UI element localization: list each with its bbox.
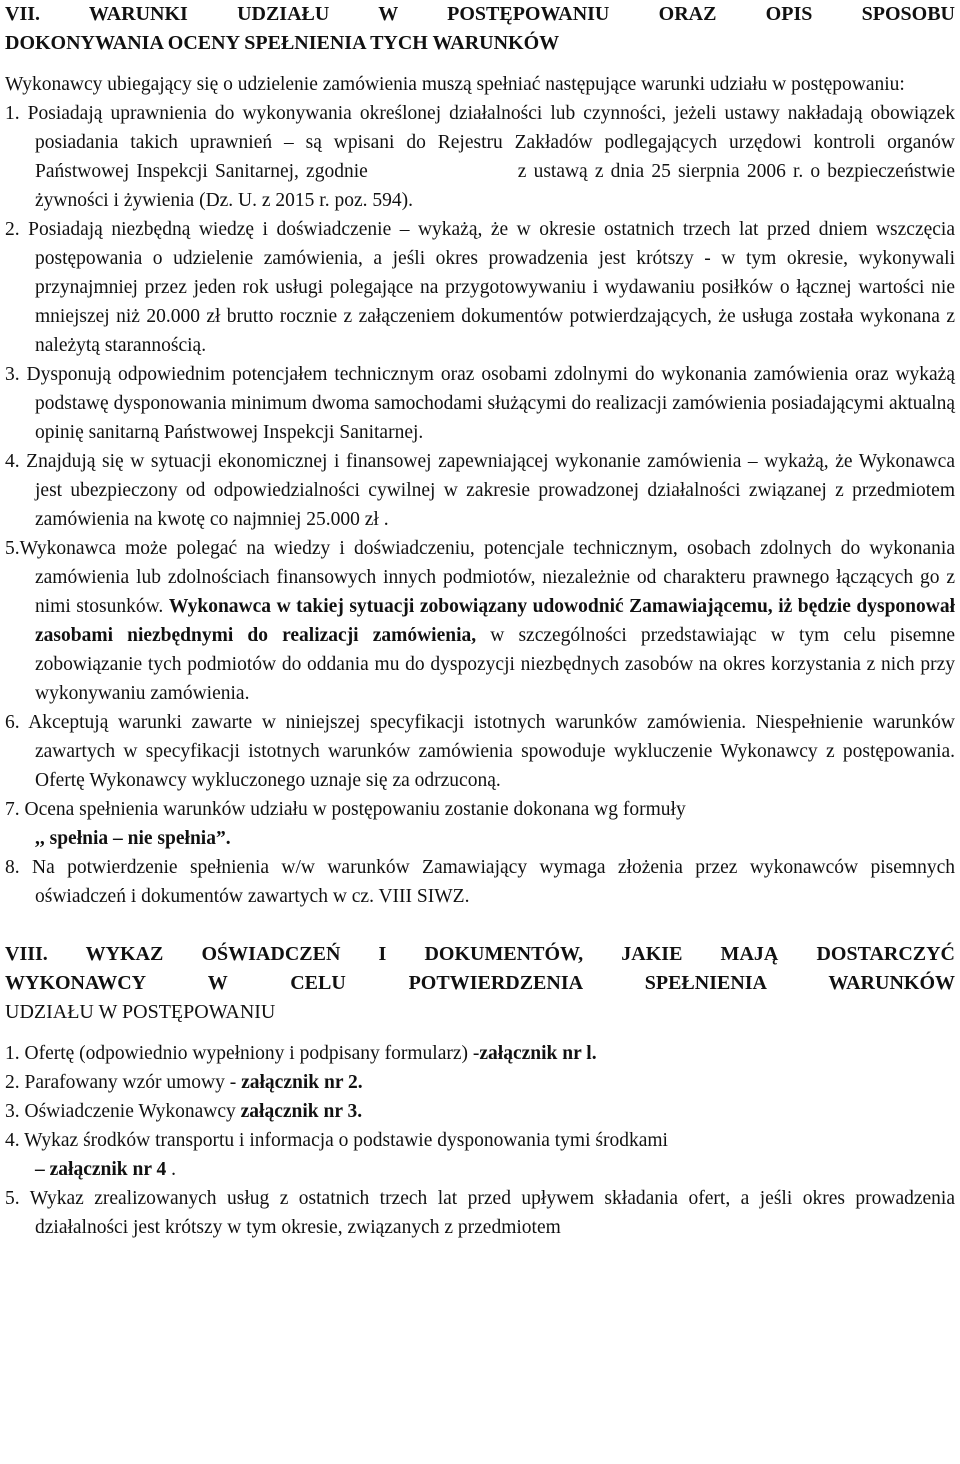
document-2-text: 2. Parafowany wzór umowy - bbox=[5, 1072, 242, 1093]
document-list-item-3 bbox=[5, 1097, 955, 1126]
section-vii-title-line1: VII. WARUNKI UDZIAŁU W POSTĘPOWANIU ORAZ OPIS SPOSOBU bbox=[5, 3, 955, 25]
condition-item-1 bbox=[5, 99, 955, 215]
document-4-attachment: – załącznik nr 4 bbox=[35, 1159, 167, 1180]
document-list-item-1 bbox=[5, 1039, 955, 1068]
section-viii-title-line1: VIII. WYKAZ OŚWIADCZEŃ I DOKUMENTÓW, JAKIE MAJĄ DOSTARCZYĆ bbox=[5, 943, 955, 965]
condition-item-4: 4. Znajdują się w sytuacji ekonomicznej i finansowej zapewniającej wykonanie zamówienia – wykażą, że Wykonawca jest ubezpieczony od odpowiedzialności cywilnej w zakresie prowadzonej działalności związanej z przedmiotem zamówienia na kwotę co najmniej 25.000 zł . bbox=[5, 451, 955, 530]
document-list-item-4 bbox=[5, 1126, 955, 1184]
section-viii-title-line2: WYKONAWCY W CELU POTWIERDZENIA SPEŁNIENIA WARUNKÓW bbox=[5, 972, 955, 994]
condition-item-8: 8. Na potwierdzenie spełnienia w/w warunków Zamawiający wymaga złożenia przez wykonawców pisemnych oświadczeń i dokumentów zawartych w cz. VIII SIWZ. bbox=[5, 857, 955, 907]
document-1-attachment: załącznik nr l. bbox=[479, 1043, 597, 1064]
document-2-attachment: załącznik nr 2. bbox=[241, 1072, 363, 1093]
section-vii bbox=[5, 0, 955, 911]
section-viii-title-line3: UDZIAŁU W POSTĘPOWANIU bbox=[5, 1001, 276, 1023]
document-list-item-5: 5. Wykaz zrealizowanych usług z ostatnich trzech lat przed upływem składania ofert, a jeśli okres prowadzenia działalności jest krótszy w tym okresie, związanych z przedmiotem bbox=[5, 1188, 955, 1238]
document-list-item-2 bbox=[5, 1068, 955, 1097]
section-vii-intro: Wykonawcy ubiegający się o udzielenie zamówienia muszą spełniać następujące warunki udziału w postępowaniu: bbox=[5, 74, 905, 95]
condition-1-text-a: 1. Posiadają uprawnienia do wykonywania określonej działalności lub czynności, jeżeli ustawy nakładają obowiązek posiadania takich uprawnień – są wpisani do Rejestru Zakładów podlegających urzędowi kontroli organów Państwowej Inspekcji Sanitarnej, zgodnie bbox=[5, 103, 955, 182]
condition-5-bold: Wykonawca w takiej sytuacji zobowiązany udowodnić Zamawiającemu, iż będzie dysponował zasobami niezbędnymi do realizacji zamówienia, bbox=[35, 596, 956, 646]
condition-1-text-b: z ustawą z dnia 25 sierpnia 2006 r. o bezpieczeństwie żywności i żywienia (Dz. U. z 2015 r. poz. 594). bbox=[35, 161, 956, 211]
condition-5-text-a: 5.Wykonawca może polegać na wiedzy i doświadczeniu, potencjale technicznym, osobach zdolnych do wykonania zamówienia lub zdolnościach finansowych innych podmiotów, niezależnie od charakteru prawnego łączących go z nimi stosunków. bbox=[5, 538, 955, 617]
condition-item-5 bbox=[5, 534, 955, 708]
section-vii-title-line2: DOKONYWANIA OCENY SPEŁNIENIA TYCH WARUNKÓW bbox=[5, 32, 560, 54]
document-4-suffix: . bbox=[166, 1159, 177, 1180]
document-3-text: 3. Oświadczenie Wykonawcy bbox=[5, 1101, 241, 1122]
condition-item-6: 6. Akceptują warunki zawarte w niniejszej specyfikacji istotnych warunków zamówienia. Niespełnienie warunków zawartych w specyfikacji istotnych warunków zamówienia spowoduje wykluczenie Wykonawcy z postępowania. Ofertę Wykonawcy wykluczonego uznaje się za odrzuconą. bbox=[5, 712, 955, 791]
document-3-attachment: załącznik nr 3. bbox=[240, 1101, 363, 1122]
condition-7-text: 7. Ocena spełnienia warunków udziału w postępowaniu zostanie dokonana wg formuły bbox=[5, 799, 686, 820]
condition-item-7 bbox=[5, 795, 955, 853]
document-1-text: 1. Ofertę (odpowiednio wypełniony i podpisany formularz) - bbox=[5, 1043, 480, 1064]
section-viii bbox=[5, 940, 955, 1242]
document-4-text: 4. Wykaz środków transportu i informacja o podstawie dysponowania tymi środkami bbox=[5, 1130, 668, 1151]
document-page bbox=[5, 0, 955, 1242]
condition-item-2: 2. Posiadają niezbędną wiedzę i doświadczenie – wykażą, że w okresie ostatnich trzech lat przed dniem wszczęcia postępowania o udzielenie zamówienia, a jeśli okres prowadzenia jest krótszy - w tym okresie, wykonywali przynajmniej przez jeden rok usługi polegające na przygotowywaniu i wydawaniu posiłków o łącznej wartości nie mniejszej niż 20.000 zł brutto rocznie z załączeniem dokumentów potwierdzających, że usługa została wykonana z należytą starannością. bbox=[5, 219, 955, 356]
condition-5-text-b: w szczególności przedstawiając w tym celu pisemne zobowiązanie tych podmiotów do oddania mu do dyspozycji niezbędnych zasobów na okres korzystania z nich przy wykonywaniu zamówienia. bbox=[35, 625, 955, 704]
section-viii-title bbox=[5, 940, 955, 1027]
condition-7-formula: ,, spełnia – nie spełnia”. bbox=[35, 828, 231, 849]
condition-item-3: 3. Dysponują odpowiednim potencjałem technicznym oraz osobami zdolnymi do wykonania zamówienia oraz wykażą podstawę dysponowania minimum dwoma samochodami służącymi do realizacji zamówienia posiadającymi aktualną opinię sanitarną Państwowej Inspekcji Sanitarnej. bbox=[5, 364, 955, 443]
section-vii-title bbox=[5, 0, 955, 58]
